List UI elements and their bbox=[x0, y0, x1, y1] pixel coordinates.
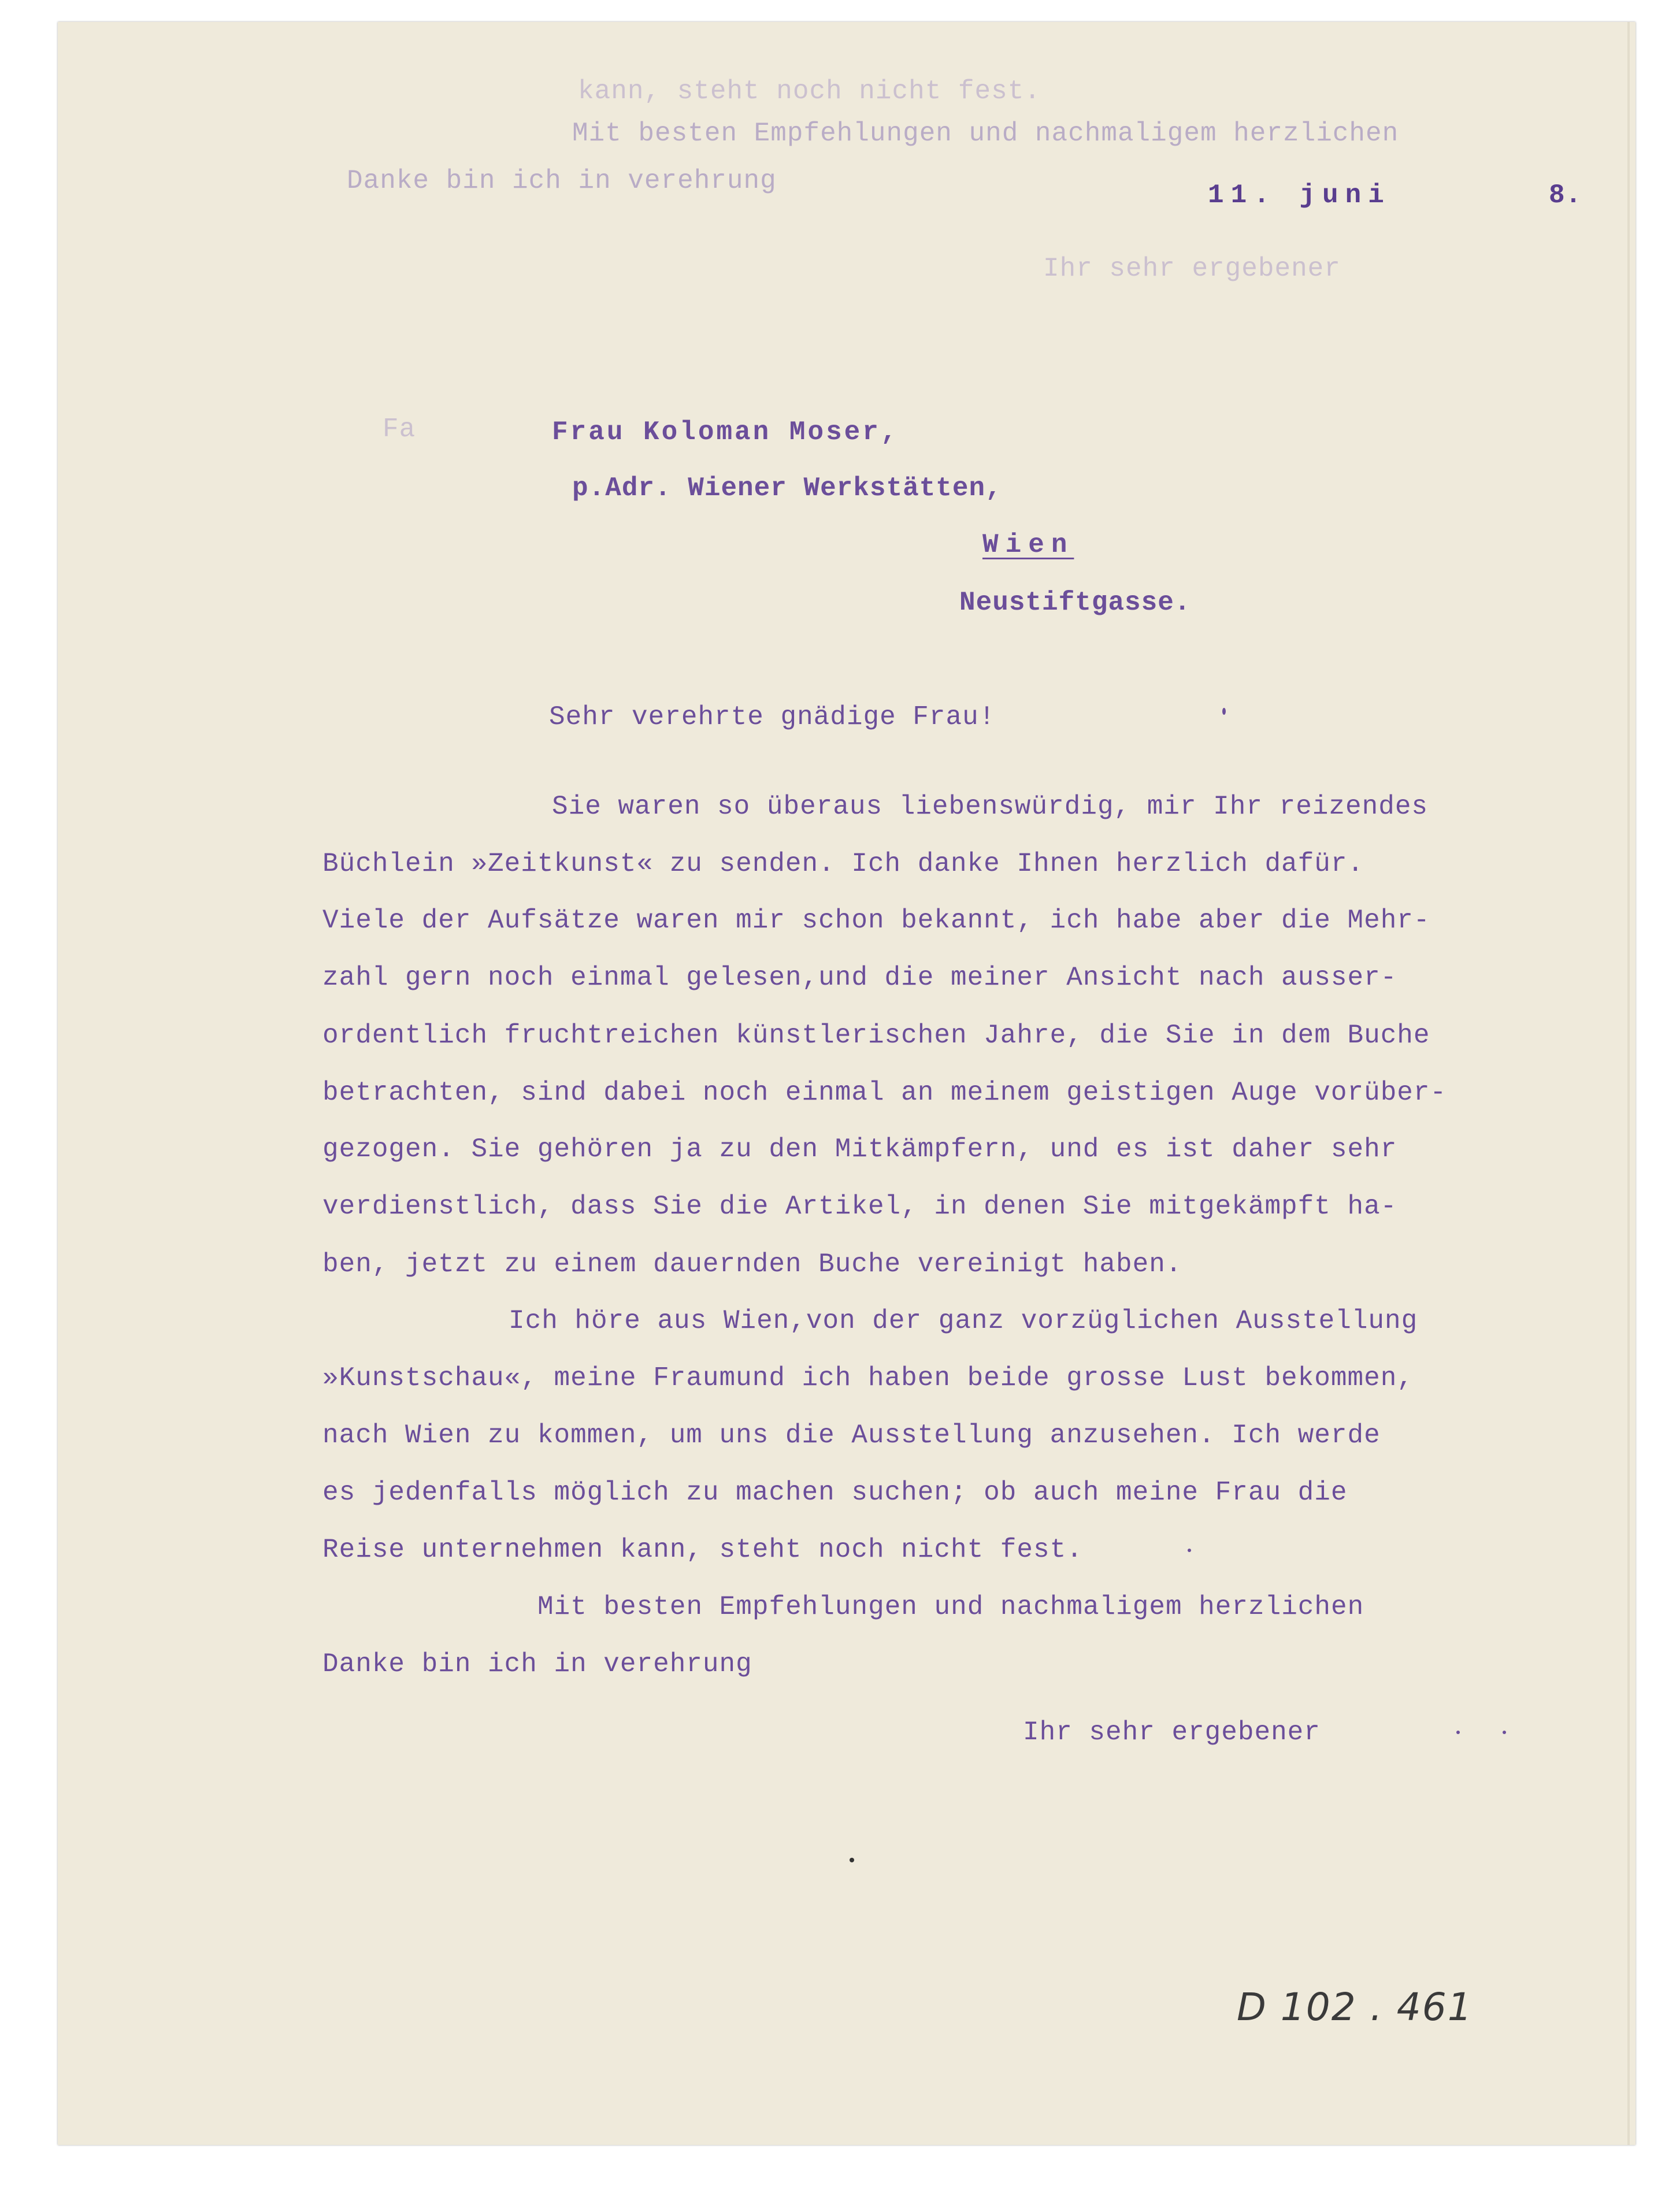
body-line: Mit besten Empfehlungen und nachmaligem herzlichen bbox=[537, 1592, 1364, 1622]
body-line: nach Wien zu kommen, um uns die Ausstellung anzusehen. Ich werde bbox=[322, 1420, 1381, 1450]
ink-mark bbox=[1456, 1731, 1460, 1734]
body-line: verdienstlich, dass Sie die Artikel, in denen Sie mitgekämpft ha- bbox=[322, 1191, 1397, 1222]
body-line: Ich höre aus Wien,von der ganz vorzüglichen Ausstellung bbox=[509, 1306, 1418, 1336]
ghost-line-3: Danke bin ich in verehrung bbox=[347, 166, 777, 196]
body-line: Danke bin ich in verehrung bbox=[322, 1649, 752, 1679]
body-line: »Kunstschau«, meine Fraumund ich haben beide grosse Lust bekommen, bbox=[322, 1363, 1414, 1393]
ink-mark bbox=[1503, 1731, 1506, 1734]
ghost-line-2: Mit besten Empfehlungen und nachmaligem herzlichen bbox=[572, 118, 1399, 149]
ink-mark bbox=[1188, 1549, 1191, 1552]
closing: Ihr sehr ergebener bbox=[1023, 1717, 1321, 1747]
body-line: ordentlich fruchtreichen künstlerischen Jahre, die Sie in dem Buche bbox=[322, 1020, 1430, 1051]
archive-number: D 102 . 461 bbox=[1237, 1985, 1473, 2029]
body-line: Büchlein »Zeitkunst« zu senden. Ich danke Ihnen herzlich dafür. bbox=[322, 849, 1364, 879]
ghost-line-1: kann, steht noch nicht fest. bbox=[578, 76, 1041, 106]
ink-mark bbox=[1222, 708, 1226, 715]
recipient-city: Wien bbox=[982, 530, 1074, 560]
ink-mark bbox=[850, 1858, 854, 1862]
body-line: Viele der Aufsätze waren mir schon bekannt, ich habe aber die Mehr- bbox=[322, 905, 1430, 936]
ghost-line-5: Fa bbox=[383, 414, 416, 444]
letter-date: 11. juni bbox=[1208, 180, 1391, 210]
body-line: es jedenfalls möglich zu machen suchen; ob auch meine Frau die bbox=[322, 1478, 1348, 1508]
body-line: zahl gern noch einmal gelesen,und die meiner Ansicht nach ausser- bbox=[322, 963, 1397, 993]
body-line: betrachten, sind dabei noch einmal an meinem geistigen Auge vorüber- bbox=[322, 1078, 1447, 1108]
recipient-street: Neustiftgasse. bbox=[959, 588, 1191, 618]
recipient-name: Frau Koloman Moser, bbox=[552, 417, 899, 447]
body-line: gezogen. Sie gehören ja zu den Mitkämpfern, und es ist daher sehr bbox=[322, 1134, 1397, 1164]
ghost-line-4: Ihr sehr ergebener bbox=[1043, 254, 1341, 284]
recipient-address-line: p.Adr. Wiener Werkstätten, bbox=[572, 473, 1002, 503]
body-line: Reise unternehmen kann, steht noch nicht fest. bbox=[322, 1535, 1083, 1565]
body-line: Sie waren so überaus liebenswürdig, mir Ihr reizendes bbox=[552, 792, 1429, 822]
letter-year: 8. bbox=[1549, 180, 1582, 210]
salutation: Sehr verehrte gnädige Frau! bbox=[549, 702, 996, 732]
body-line: ben, jetzt zu einem dauernden Buche vereinigt haben. bbox=[322, 1249, 1182, 1279]
